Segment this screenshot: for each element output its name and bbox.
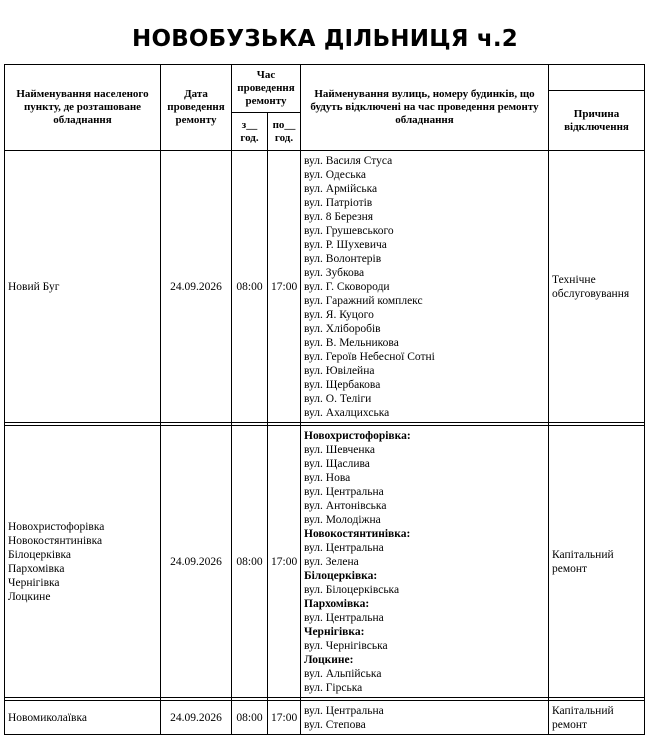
place-name: Новий Буг <box>8 280 60 293</box>
streets-cell <box>301 151 549 423</box>
table-body <box>5 151 645 735</box>
place-cell <box>5 426 161 698</box>
street-item: вул. Центральна <box>304 705 384 717</box>
street-item: вул. 8 Березня <box>304 211 374 223</box>
street-item: вул. Гірська <box>304 682 363 694</box>
street-item: вул. Патріотів <box>304 197 373 209</box>
street-item: вул. Центральна <box>304 612 384 624</box>
header-time-to: по__ год. <box>268 113 301 151</box>
street-item: вул. Центральна <box>304 486 384 498</box>
village-heading: Новохристофорівка: <box>304 430 411 442</box>
street-item: вул. В. Мельникова <box>304 337 399 349</box>
street-item: вул. Грушевського <box>304 225 394 237</box>
header-reason: Причина відключення <box>549 91 645 151</box>
street-item: вул. Героїв Небесної Сотні <box>304 351 435 363</box>
place-name: Новохристофорівка <box>8 520 105 533</box>
village-heading: Новокостянтинівка: <box>304 528 411 540</box>
street-item: вул. Щаслива <box>304 458 370 470</box>
street-item: вул. Василя Стуса <box>304 155 393 167</box>
street-item: вул. Гаражний комплекс <box>304 295 423 307</box>
place-cell <box>5 151 161 423</box>
place-name: Новокостянтинівка <box>8 534 103 547</box>
street-item: вул. Антонівська <box>304 500 387 512</box>
place-cell <box>5 701 161 735</box>
street-item: вул. Ювілейна <box>304 365 375 377</box>
header-blank <box>549 65 645 91</box>
street-item: вул. Ахалцихська <box>304 407 390 419</box>
header-time-from: з__ год. <box>232 113 268 151</box>
page-title: НОВОБУЗЬКА ДІЛЬНИЦЯ ч.2 <box>132 26 518 52</box>
reason-cell: Технічне обслуговування <box>549 151 645 423</box>
date-cell: 24.09.2026 <box>161 701 232 735</box>
village-heading: Пархомівка: <box>304 598 370 610</box>
place-name: Новомиколаївка <box>8 711 87 724</box>
time-from-cell: 08:00 <box>232 701 268 735</box>
reason-cell: Капітальний ремонт <box>549 701 645 735</box>
street-item: вул. Хліборобів <box>304 323 381 335</box>
place-name: Білоцерківка <box>8 548 72 561</box>
street-item: вул. Шевченка <box>304 444 376 456</box>
header-streets: Найменування вулиць, номеру будинків, що будуть відключені на час проведення ремонту обладнання <box>301 65 549 151</box>
street-item: вул. Щербакова <box>304 379 381 391</box>
table-row <box>5 701 645 735</box>
street-item: вул. Альпійська <box>304 668 382 680</box>
date-cell: 24.09.2026 <box>161 151 232 423</box>
place-name: Чернігівка <box>8 576 60 589</box>
street-item: вул. Волонтерів <box>304 253 382 265</box>
streets-cell <box>301 701 549 735</box>
street-item: вул. Р. Шухевича <box>304 239 387 251</box>
date-cell: 24.09.2026 <box>161 426 232 698</box>
street-item: вул. Зубкова <box>304 267 365 279</box>
street-item: вул. Нова <box>304 472 351 484</box>
street-item: вул. Центральна <box>304 542 384 554</box>
table-row <box>5 426 645 698</box>
time-from-cell: 08:00 <box>232 151 268 423</box>
village-heading: Білоцерківка: <box>304 570 378 582</box>
street-item: вул. Армійська <box>304 183 378 195</box>
street-item: вул. Зелена <box>304 556 359 568</box>
street-item: вул. Одеська <box>304 169 367 181</box>
table-row <box>5 151 645 423</box>
streets-cell <box>301 426 549 698</box>
place-name: Пархомівка <box>8 562 65 575</box>
village-heading: Лоцкине: <box>304 654 354 666</box>
street-item: вул. Г. Сковороди <box>304 281 390 293</box>
time-to-cell: 17:00 <box>268 426 301 698</box>
village-heading: Чернігівка: <box>304 626 365 638</box>
outage-table <box>4 64 645 735</box>
street-item: вул. Чернігівська <box>304 640 388 652</box>
header-date: Дата проведення ремонту <box>161 65 232 151</box>
street-item: вул. О. Теліги <box>304 393 372 405</box>
reason-cell: Капітальний ремонт <box>549 426 645 698</box>
header-time: Час проведення ремонту <box>232 65 301 113</box>
street-item: вул. Я. Куцого <box>304 309 374 321</box>
header-place: Найменування населеного пункту, де розташоване обладнання <box>5 65 161 151</box>
time-to-cell: 17:00 <box>268 151 301 423</box>
street-item: вул. Степова <box>304 719 366 731</box>
street-item: вул. Білоцерківська <box>304 584 400 596</box>
time-from-cell: 08:00 <box>232 426 268 698</box>
place-name: Лоцкине <box>8 590 51 603</box>
time-to-cell: 17:00 <box>268 701 301 735</box>
street-item: вул. Молодіжна <box>304 514 381 526</box>
